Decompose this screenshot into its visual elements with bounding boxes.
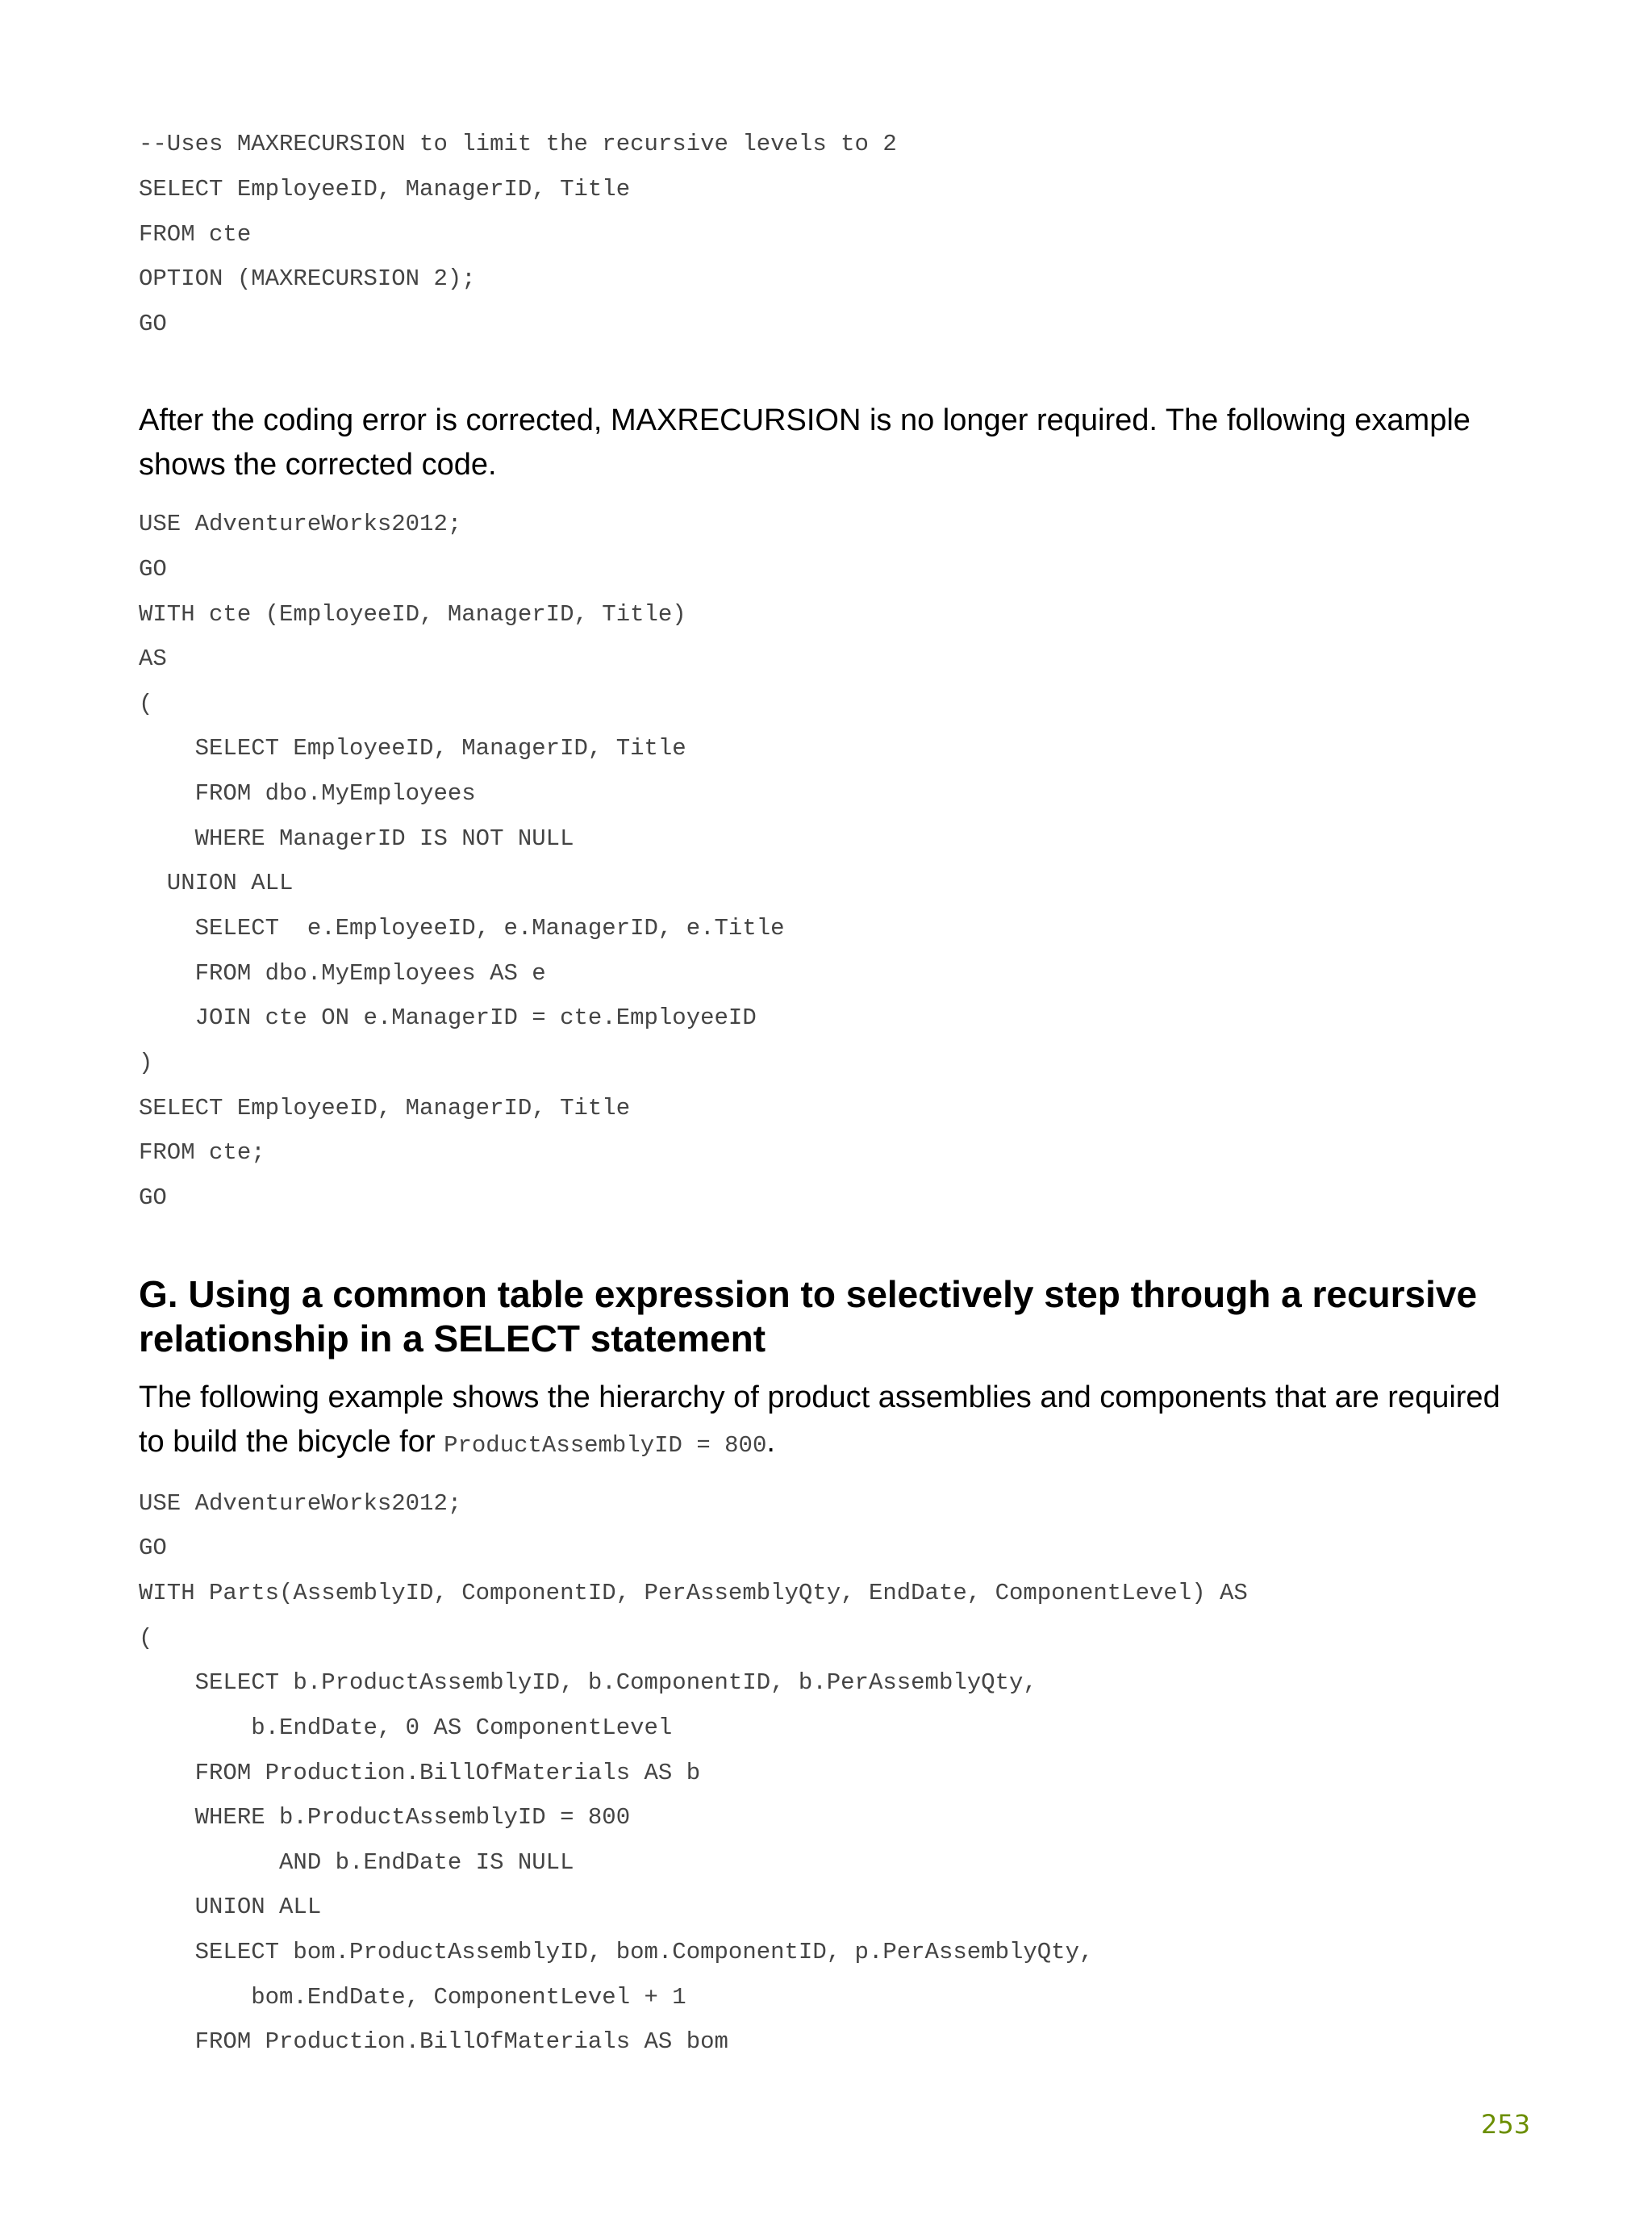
code-line: FROM dbo.MyEmployees AS e	[139, 960, 546, 987]
code-line: GO	[139, 1184, 167, 1211]
code-line: OPTION (MAXRECURSION 2);	[139, 265, 476, 292]
code-line: AND b.EndDate IS NULL	[139, 1849, 574, 1876]
code-line: WITH cte (EmployeeID, ManagerID, Title)	[139, 601, 686, 628]
code-line: FROM cte;	[139, 1139, 265, 1166]
section-heading: G. Using a common table expression to selectively step through a recursive relationship in a SELECT statement	[139, 1273, 1478, 1359]
code-line: USE AdventureWorks2012;	[139, 1490, 462, 1517]
code-line: USE AdventureWorks2012;	[139, 511, 462, 537]
code-line: JOIN cte ON e.ManagerID = cte.EmployeeID	[139, 1004, 757, 1031]
code-line: SELECT b.ProductAssemblyID, b.ComponentID, b.PerAssemblyQty,	[139, 1669, 1037, 1696]
code-line: )	[139, 1050, 153, 1076]
code-line: UNION ALL	[139, 1894, 322, 1920]
code-line: FROM cte	[139, 221, 252, 248]
paragraph-tail: .	[766, 1425, 775, 1459]
code-line: WITH Parts(AssemblyID, ComponentID, PerAssemblyQty, EndDate, ComponentLevel) AS	[139, 1580, 1248, 1606]
inline-code: ProductAssemblyID = 800	[444, 1432, 767, 1459]
code-line: bom.EndDate, ComponentLevel + 1	[139, 1984, 686, 2011]
code-line: AS	[139, 645, 167, 672]
code-line: (	[139, 691, 153, 717]
code-line: b.EndDate, 0 AS ComponentLevel	[139, 1714, 673, 1741]
page-number: 253	[1481, 2109, 1531, 2140]
code-line: FROM Production.BillOfMaterials AS bom	[139, 2028, 728, 2055]
code-line: GO	[139, 556, 167, 583]
code-line: WHERE ManagerID IS NOT NULL	[139, 825, 574, 852]
code-line: SELECT e.EmployeeID, e.ManagerID, e.Title	[139, 915, 785, 942]
code-line: WHERE b.ProductAssemblyID = 800	[139, 1804, 631, 1831]
body-paragraph	[139, 1376, 1526, 1468]
code-line: (	[139, 1625, 153, 1652]
code-line: UNION ALL	[139, 870, 294, 896]
code-line: FROM Production.BillOfMaterials AS b	[139, 1760, 701, 1786]
code-line: GO	[139, 1535, 167, 1561]
code-line: FROM dbo.MyEmployees	[139, 780, 476, 807]
code-line: SELECT EmployeeID, ManagerID, Title	[139, 1095, 631, 1121]
code-line: --Uses MAXRECURSION to limit the recursive levels to 2	[139, 131, 897, 157]
code-line: SELECT EmployeeID, ManagerID, Title	[139, 735, 686, 762]
code-line: GO	[139, 311, 167, 337]
code-line: SELECT bom.ProductAssemblyID, bom.ComponentID, p.PerAssemblyQty,	[139, 1939, 1094, 1965]
code-line: SELECT EmployeeID, ManagerID, Title	[139, 176, 631, 203]
paragraph-text: The following example shows the hierarchy of product assemblies and components that are required to build the bicycle for	[139, 1380, 1500, 1459]
body-paragraph: After the coding error is corrected, MAXRECURSION is no longer required. The following example shows the corrected code.	[139, 403, 1471, 482]
